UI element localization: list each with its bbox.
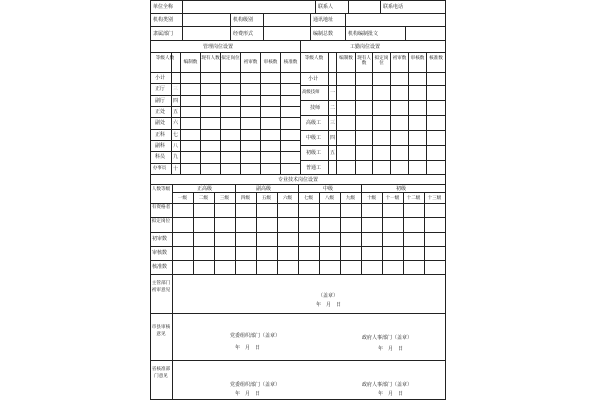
worker-row-name: 初级工	[306, 150, 322, 156]
tech-grade: 一级	[177, 196, 188, 201]
county-gov-hr: 政府人事部门（盖章）	[362, 335, 413, 341]
frame-left	[150, 0, 151, 400]
county-party-date: 年 月 日	[235, 345, 261, 351]
worker-col-grade: 等级人数	[304, 56, 324, 61]
mgmt-row-name: 办事员	[153, 166, 167, 171]
tech-corner: 人数等级	[151, 187, 171, 192]
mgmt-row-num: 九	[173, 154, 179, 160]
mgmt-row-name: 小计	[155, 75, 166, 81]
worker-col-quota: 编制数	[339, 56, 353, 61]
unit-name-label: 单位全称	[153, 4, 174, 10]
dept-opinion-label: 主管部门初审意见	[151, 281, 171, 293]
worker-row-name: 小计	[308, 76, 319, 82]
total-label: 编制总数	[313, 31, 334, 37]
tech-grade: 九级	[345, 196, 356, 201]
worker-row-num: 二	[330, 105, 336, 111]
mgmt-col-current: 现有人数	[201, 56, 220, 61]
mgmt-row-num: 八	[173, 143, 179, 149]
mgmt-row-name: 科员	[155, 154, 166, 160]
mgmt-row-num: 六	[173, 120, 179, 126]
org-type-label: 机构类别	[153, 17, 174, 23]
mgmt-row-name: 副科	[155, 143, 166, 149]
county-party-org: 党委组织部门（盖章）	[230, 333, 281, 339]
mgmt-row-num: 三	[173, 86, 179, 92]
worker-row-num: 三	[330, 120, 336, 126]
province-party-org: 党委组织部门（盖章）	[230, 382, 281, 388]
mgmt-col-review: 审核数	[263, 60, 278, 65]
province-gov-date: 年 月 日	[378, 391, 404, 397]
org-level-label: 机构级别	[233, 17, 254, 23]
mgmt-row-name: 正处	[155, 109, 166, 115]
province-gov-hr: 政府人事部门（盖章）	[362, 382, 413, 388]
worker-col-approved: 核准数	[429, 56, 443, 61]
mgmt-col-initial: 初审数	[243, 60, 258, 65]
tech-grade: 三级	[219, 196, 230, 201]
worker-row-name: 技师	[310, 105, 321, 111]
tech-row-label: 初审数	[152, 236, 168, 242]
worker-row-name: 高级技师	[302, 90, 320, 95]
tech-grade: 二级	[198, 196, 209, 201]
tech-grade: 十二级	[406, 196, 421, 201]
worker-col-current: 现有人数	[357, 56, 371, 66]
position-setting-form	[150, 0, 446, 400]
tech-group: 初级	[396, 186, 407, 192]
tech-row-label: 有资格者	[151, 205, 171, 210]
tech-group: 副高级	[256, 186, 272, 192]
county-opinion-label: 市县审核意见	[151, 325, 171, 337]
tech-group: 正高级	[197, 186, 213, 192]
dept-date: 年 月 日	[316, 302, 342, 308]
province-party-date: 年 月 日	[235, 391, 261, 397]
worker-row-name: 高级工	[306, 120, 322, 126]
mgmt-col-planned: 拟定岗位	[221, 56, 240, 61]
approval-label: 机构编制批文	[348, 31, 379, 37]
worker-row-num: 五	[330, 150, 336, 156]
phone-label: 联系电话	[383, 4, 404, 10]
province-opinion-label: 省核准部门意见	[151, 367, 171, 379]
worker-col-initial: 初审数	[392, 56, 407, 61]
mgmt-col-quota: 编制数	[183, 60, 198, 65]
mgmt-col-grade: 等级人数	[155, 56, 175, 61]
tech-title: 专业技术岗位设置	[278, 177, 319, 183]
frame-top	[150, 0, 446, 1]
tech-row-label: 审核数	[152, 250, 168, 256]
contact-label: 联系人	[318, 4, 334, 10]
worker-row-name: 普通工	[306, 165, 322, 171]
tech-row-label: 核准数	[152, 264, 168, 270]
mgmt-row-num: 四	[173, 98, 179, 104]
tech-grade: 四级	[240, 196, 251, 201]
mgmt-col-approved: 核准数	[283, 60, 298, 65]
tech-grade: 十级	[366, 196, 377, 201]
mgmt-row-name: 副厅	[155, 98, 166, 104]
tech-row-label: 拟定岗位	[151, 219, 171, 224]
funding-label: 经费形式	[233, 31, 254, 37]
mgmt-row-num: 七	[173, 132, 179, 138]
tech-grade: 七级	[303, 196, 314, 201]
tech-group: 中级	[323, 186, 334, 192]
worker-title: 工勤岗位设置	[350, 44, 381, 50]
tech-grade: 六级	[282, 196, 293, 201]
mgmt-row-name: 正科	[155, 132, 166, 138]
worker-col-planned: 拟定岗位	[374, 56, 389, 66]
mgmt-row-name: 副处	[155, 120, 166, 126]
tech-grade: 十三级	[427, 196, 442, 201]
mgmt-row-num: 十	[173, 166, 179, 172]
worker-row-num: 四	[330, 135, 336, 141]
address-label: 通讯地址	[313, 17, 334, 23]
dept-seal: （盖章）	[318, 293, 339, 299]
county-gov-date: 年 月 日	[378, 346, 404, 352]
tech-grade: 五级	[261, 196, 272, 201]
worker-row-name: 中级工	[306, 135, 322, 141]
tech-grade: 八级	[324, 196, 335, 201]
tech-grade: 十一级	[385, 196, 400, 201]
worker-col-review: 审核数	[410, 56, 425, 61]
worker-row-num: 一	[330, 90, 336, 96]
dept-label: 隶属部门	[153, 31, 174, 37]
mgmt-row-num: 五	[173, 109, 179, 115]
mgmt-title: 管理岗位设置	[203, 44, 234, 50]
mgmt-row-name: 正厅	[155, 86, 166, 92]
frame-right	[445, 0, 446, 400]
